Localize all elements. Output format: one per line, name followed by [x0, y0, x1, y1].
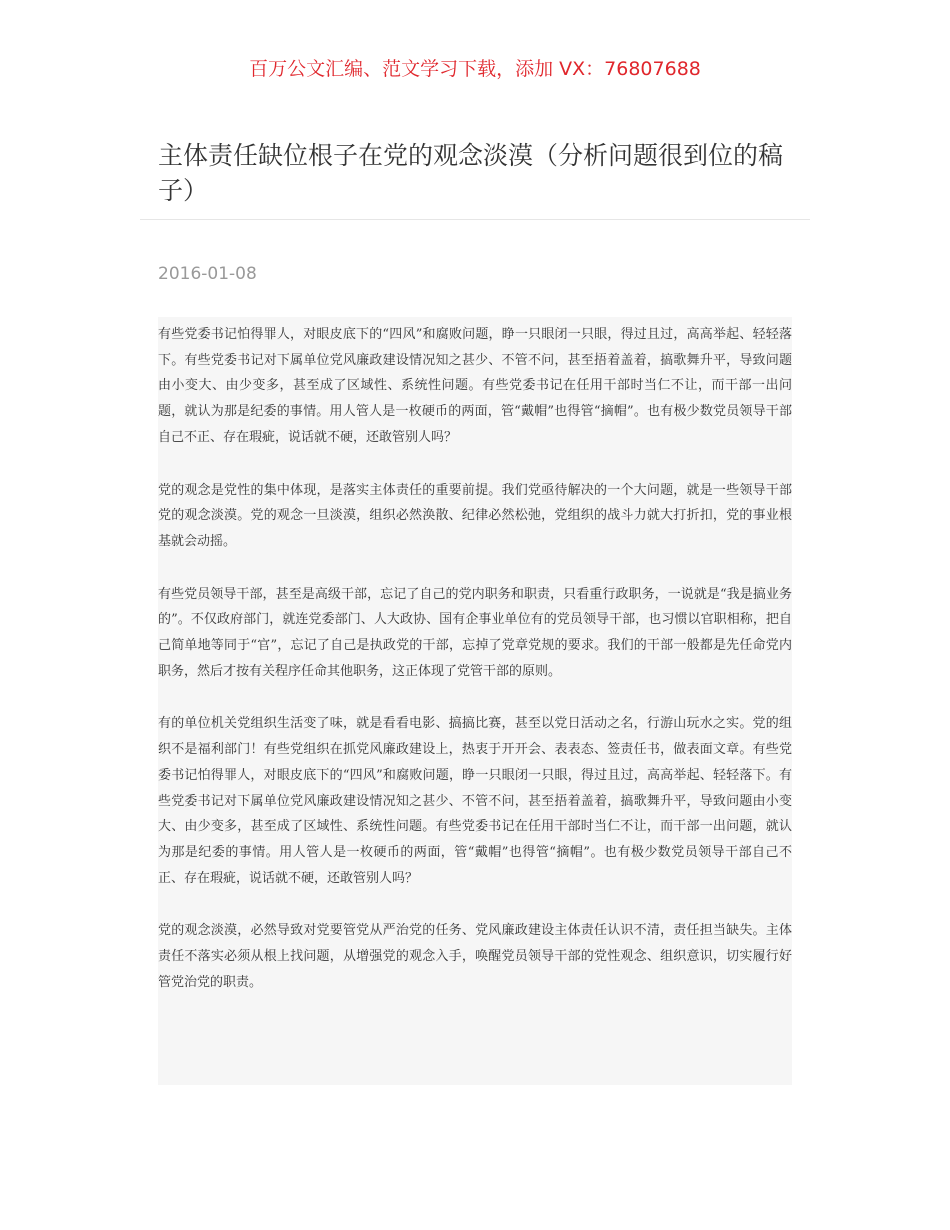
- article-paragraph-3: 有些党员领导干部，甚至是高级干部，忘记了自己的党内职务和职责，只看重行政职务，一说就是“我是搞业务的”。不仅政府部门，就连党委部门、人大政协、国有企事业单位有的党员领导干部，也习惯以官职相称，把自己简单地等同于“官”，忘记了自己是执政党的干部，忘掉了党章党规的要求。我们的干部一般都是先任命党内职务，然后才按有关程序任命其他职务，这正体现了党管干部的原则。: [158, 586, 792, 679]
- article-paragraph-1: 有些党委书记怕得罪人，对眼皮底下的“四风”和腐败问题，睁一只眼闭一只眼，得过且过，高高举起、轻轻落下。有些党委书记对下属单位党风廉政建设情况知之甚少、不管不问，甚至捂着盖着，搞歌舞升平，导致问题由小变大、由少变多，甚至成了区域性、系统性问题。有些党委书记在任用干部时当仁不让，而干部一出问题，就认为那是纪委的事情。用人管人是一枚硬币的两面，管“戴帽”也得管“摘帽”。也有极少数党员领导干部自己不正、存在瑕疵，说话就不硬，还敢管别人吗？: [158, 327, 792, 445]
- title-divider: [140, 219, 810, 220]
- promo-banner: 百万公文汇编、范文学习下载，添加 VX：76807688: [249, 58, 701, 80]
- article-body: [158, 317, 792, 1085]
- publish-date: 2016-01-08: [158, 264, 257, 284]
- article-paragraph-2: 党的观念是党性的集中体现，是落实主体责任的重要前提。我们党亟待解决的一个大问题，就是一些领导干部党的观念淡漠。党的观念一旦淡漠，组织必然涣散、纪律必然松弛，党组织的战斗力就大打折扣，党的事业根基就会动摇。: [158, 482, 792, 549]
- article-paragraph-5: 党的观念淡漠，必然导致对党要管党从严治党的任务、党风廉政建设主体责任认识不清，责任担当缺失。主体责任不落实必须从根上找问题，从增强党的观念入手，唤醒党员领导干部的党性观念、组织意识，切实履行好管党治党的职责。: [158, 923, 792, 990]
- article-title: 主体责任缺位根子在党的观念淡漠（分析问题很到位的稿子）: [158, 141, 784, 205]
- article-paragraph-4: 有的单位机关党组织生活变了味，就是看看电影、搞搞比赛，甚至以党日活动之名，行游山玩水之实。党的组织不是福利部门！有些党组织在抓党风廉政建设上，热衷于开开会、表表态、签责任书，做表面文章。有些党委书记怕得罪人，对眼皮底下的“四风”和腐败问题，睁一只眼闭一只眼，得过且过，高高举起、轻轻落下。有些党委书记对下属单位党风廉政建设情况知之甚少、不管不问，甚至捂着盖着，搞歌舞升平，导致问题由小变大、由少变多，甚至成了区域性、系统性问题。有些党委书记在任用干部时当仁不让，而干部一出问题，就认为那是纪委的事情。用人管人是一枚硬币的两面，管“戴帽”也得管“摘帽”。也有极少数党员领导干部自己不正、存在瑕疵，说话就不硬，还敢管别人吗？: [158, 716, 792, 886]
